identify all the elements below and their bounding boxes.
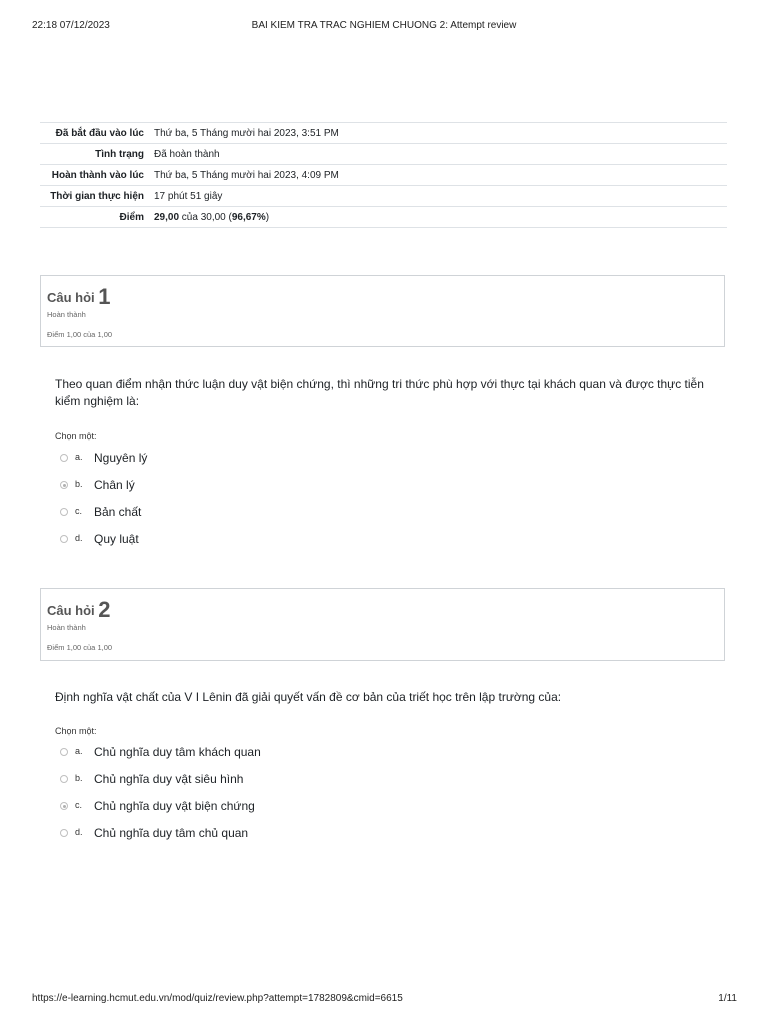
- summary-value: [150, 207, 727, 228]
- answer-text: Nguyên lý: [94, 451, 148, 465]
- answer-prompt: Chọn một:: [55, 431, 97, 441]
- answer-text: Chủ nghĩa duy vật siêu hình: [94, 772, 244, 786]
- answer-letter: d.: [75, 533, 83, 543]
- grade-mark: 29,00: [154, 212, 180, 223]
- answer-text: Chủ nghĩa duy vật biện chứng: [94, 799, 255, 813]
- print-datetime: 22:18 07/12/2023: [32, 20, 110, 31]
- answer-letter: b.: [75, 773, 83, 783]
- summary-row-started: [40, 123, 727, 144]
- answer-text: Chân lý: [94, 478, 135, 492]
- summary-label: Điểm: [119, 212, 144, 223]
- summary-row-grade: [40, 207, 727, 228]
- answer-text: Quy luật: [94, 532, 139, 546]
- radio-button[interactable]: [60, 775, 68, 783]
- answer-text: Chủ nghĩa duy tâm chủ quan: [94, 826, 249, 840]
- summary-row-state: [40, 144, 727, 165]
- question-number: [47, 597, 111, 623]
- question-info-box: [40, 588, 725, 661]
- question-number-value: 1: [98, 284, 111, 309]
- question-number-value: 2: [98, 597, 111, 622]
- question-text: Theo quan điểm nhận thức luận duy vật biện chứng, thì những tri thức phù hợp với thực tại khách quan và được thực tiễn kiểm nghiệm là:: [55, 377, 704, 408]
- answer-text: Bản chất: [94, 505, 142, 519]
- grade-out-of: của 30,00 (: [179, 212, 232, 223]
- grade-close: ): [265, 212, 270, 223]
- question-grade: Điểm 1,00 của 1,00: [47, 643, 113, 652]
- question-grade: Điểm 1,00 của 1,00: [47, 330, 113, 339]
- question-state: Hoàn thành: [47, 623, 86, 632]
- question-text: Định nghĩa vật chất của V I Lênin đã giải quyết vấn đề cơ bản của triết học trên lập trường của:: [55, 690, 562, 704]
- radio-button-checked[interactable]: [60, 802, 68, 810]
- grade-percent: 96,67%: [231, 212, 266, 223]
- attempt-summary-table: [40, 122, 727, 228]
- answer-prompt: Chọn một:: [55, 726, 97, 736]
- radio-button[interactable]: [60, 508, 68, 516]
- answer-text: Chủ nghĩa duy tâm khách quan: [94, 745, 261, 759]
- question-state: Hoàn thành: [47, 310, 86, 319]
- print-page-title: BAI KIEM TRA TRAC NGHIEM CHUONG 2: Attempt review: [251, 20, 517, 31]
- answer-letter: d.: [75, 827, 83, 837]
- radio-button[interactable]: [60, 454, 68, 462]
- summary-row-time-taken: [40, 186, 727, 207]
- answer-letter: a.: [75, 746, 83, 756]
- answer-letter: c.: [75, 506, 83, 516]
- page-url: https://e-learning.hcmut.edu.vn/mod/quiz/review.php?attempt=1782809&cmid=6615: [32, 993, 403, 1004]
- question-label: Câu hỏi: [47, 603, 95, 618]
- summary-value: 17 phút 51 giây: [154, 191, 223, 202]
- summary-label: Đã bắt đầu vào lúc: [55, 128, 144, 139]
- answer-letter: b.: [75, 479, 83, 489]
- question-number: [47, 284, 111, 310]
- radio-button[interactable]: [60, 829, 68, 837]
- summary-row-completed: [40, 165, 727, 186]
- summary-label: Thời gian thực hiện: [50, 191, 144, 202]
- answer-letter: a.: [75, 452, 83, 462]
- question-info-box: [40, 275, 725, 347]
- print-header: [0, 0, 768, 40]
- summary-value: Đã hoàn thành: [154, 149, 220, 160]
- radio-button-checked[interactable]: [60, 481, 68, 489]
- radio-button[interactable]: [60, 748, 68, 756]
- summary-value: Thứ ba, 5 Tháng mười hai 2023, 4:09 PM: [154, 170, 339, 181]
- summary-label: Tình trạng: [95, 149, 144, 160]
- answer-letter: c.: [75, 800, 83, 810]
- question-label: Câu hỏi: [47, 290, 95, 305]
- summary-value: Thứ ba, 5 Tháng mười hai 2023, 3:51 PM: [154, 128, 339, 139]
- page-number: 1/11: [718, 993, 737, 1004]
- summary-label: Hoàn thành vào lúc: [51, 170, 144, 181]
- radio-button[interactable]: [60, 535, 68, 543]
